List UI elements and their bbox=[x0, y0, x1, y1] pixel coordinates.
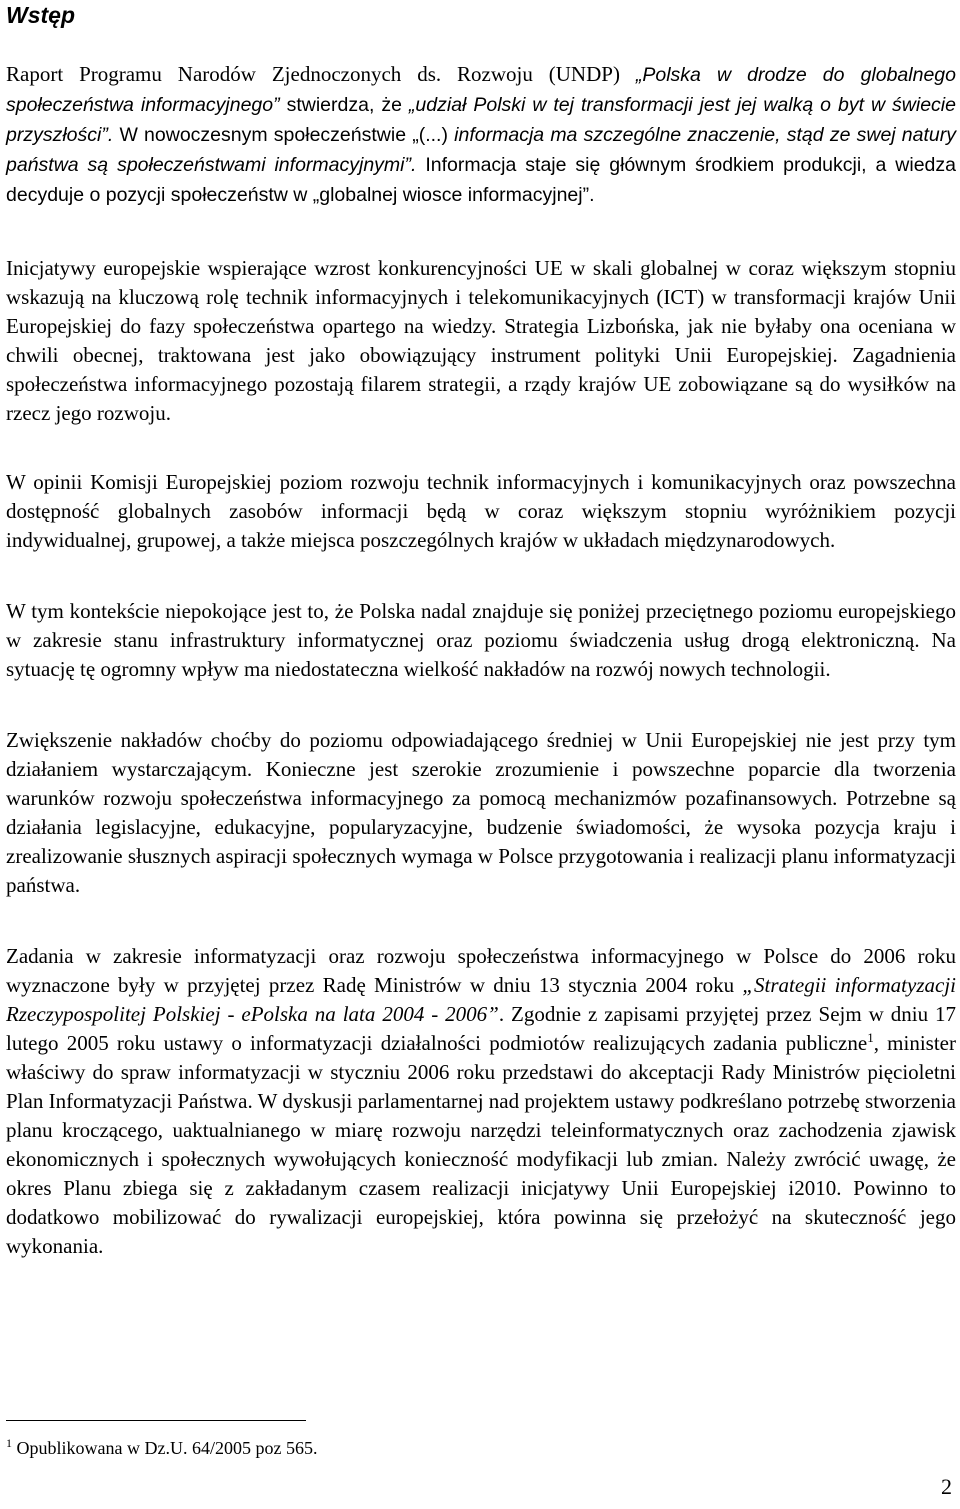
footnote-number: 1 bbox=[6, 1436, 12, 1450]
paragraph-commission: W opinii Komisji Europejskiej poziom rozwoju technik informacyjnych i komunikacyjnych oraz powszechna dostępność globalnych zasobów informacji będą w coraz większym stopniu wyróżnikiem pozycji indywidualnej, grupowej, a także miejsca poszczególnych krajów w układach międzynarodowych. bbox=[6, 470, 956, 552]
intro-quote-2: informacja ma szczególne znaczenie, stąd ze swej natury państwa są społeczeństwami informacyjnymi”. bbox=[6, 124, 957, 176]
paragraph-tasks bbox=[6, 942, 956, 1261]
tasks-text-2: . Zgodnie z zapisami przyjętej przez Sejm w dniu 17 lutego 2005 roku ustawy o informatyzacji działalności podmiotów realizujących zadania publiczne bbox=[6, 1002, 956, 1055]
intro-text-2: stwierdza, że bbox=[279, 94, 409, 116]
tasks-text-3: , minister właściwy do spraw informatyzacji w styczniu 2006 roku przedstawi do akceptacji Rady Ministrów pięcioletni Plan Informatyzacji Państwa. W dyskusji parlamentarnej nad projektem ustawy podkreślano potrzebę stworzenia planu kroczącego, uaktualnianego w miarę rozwoju narzędzi teleinformatycznych oraz zachodzenia zjawisk ekonomicznych i społecznych wywołujących konieczność modyfikacji lub zmian. Należy zwrócić uwagę, że okres Planu zbiega się z zakładanym czasem realizacji inicjatywy Unii Europejskiej i2010. Powinno to dodatkowo mobilizować do rywalizacji europejskiej, która powinna się przełożyć na skuteczność jego wykonania. bbox=[6, 1031, 956, 1258]
footnote-reference[interactable]: 1 bbox=[867, 1030, 874, 1045]
intro-text-4: Informacja staje się głównym środkiem produkcji, a wiedza decyduje o pozycji społeczeństw w „globalnej wiosce informacyjnej”. bbox=[6, 154, 956, 206]
intro-text-1: Raport Programu Narodów Zjednoczonych ds. Rozwoju (UNDP) bbox=[6, 62, 636, 86]
footnote-separator bbox=[6, 1420, 306, 1421]
intro-text-3: W nowoczesnym społeczeństwie „(...) bbox=[113, 124, 455, 146]
paragraph-context: W tym kontekście niepokojące jest to, że Polska nadal znajduje się poniżej przeciętnego poziomu europejskiego w zakresie stanu infrastruktury informatycznej oraz poziomu świadczenia usług drogą elektroniczną. Na sytuację tę ogromny wpływ ma niedostateczna wielkość nakładów na rozwój nowych technologii. bbox=[6, 599, 956, 681]
tasks-strategy-title: „Strategii informatyzacji Rzeczypospolitej Polskiej - ePolska na lata 2004 - 2006” bbox=[6, 973, 956, 1026]
paragraph-initiatives: Inicjatywy europejskie wspierające wzrost konkurencyjności UE w skali globalnej w coraz większym stopniu wskazują na kluczową rolę technik informacyjnych i telekomunikacyjnych (ICT) w transformacji krajów Unii Europejskiej do fazy społeczeństwa opartego na wiedzy. Strategia Lizbońska, jak nie byłaby ona oceniana w chwili obecnej, traktowana jest jako obowiązujący instrument polityki Unii Europejskiej. Zagadnienia społeczeństwa informacyjnego pozostają filarem strategii, a rządy krajów UE zobowiązane są do wysiłków na rzecz jego rozwoju. bbox=[6, 256, 956, 425]
footnote bbox=[6, 1436, 317, 1460]
paragraph-funding: Zwiększenie nakładów choćby do poziomu odpowiadającego średniej w Unii Europejskiej nie jest przy tym działaniem wystarczającym. Konieczne jest szerokie zrozumienie i powszechne poparcie dla tworzenia warunków rozwoju społeczeństwa informacyjnego za pomocą mechanizmów pozafinansowych. Potrzebne są działania legislacyjne, edukacyjne, popularyzacyjne, budzenie świadomości, że wysoka pozycja kraju i zrealizowanie słusznych aspiracji społecznych wymaga w Polsce przygotowania i realizacji planu informatyzacji państwa. bbox=[6, 728, 956, 897]
intro-report-title: „Polska w drodze do globalnego społeczeństwa informacyjnego” bbox=[6, 64, 956, 116]
footnote-text: Opublikowana w Dz.U. 64/2005 poz 565. bbox=[12, 1438, 318, 1458]
paragraph-intro bbox=[6, 60, 956, 210]
page-number: 2 bbox=[941, 1474, 952, 1499]
section-heading: Wstęp bbox=[6, 2, 75, 28]
intro-quote-1: „udział Polski w tej transformacji jest jej walką o byt w świecie przyszłości”. bbox=[6, 94, 956, 146]
tasks-text-1: Zadania w zakresie informatyzacji oraz rozwoju społeczeństwa informacyjnego w Polsce do 2006 roku wyznaczone były w przyjętej przez Radę Ministrów w dniu 13 stycznia 2004 roku bbox=[6, 944, 956, 997]
